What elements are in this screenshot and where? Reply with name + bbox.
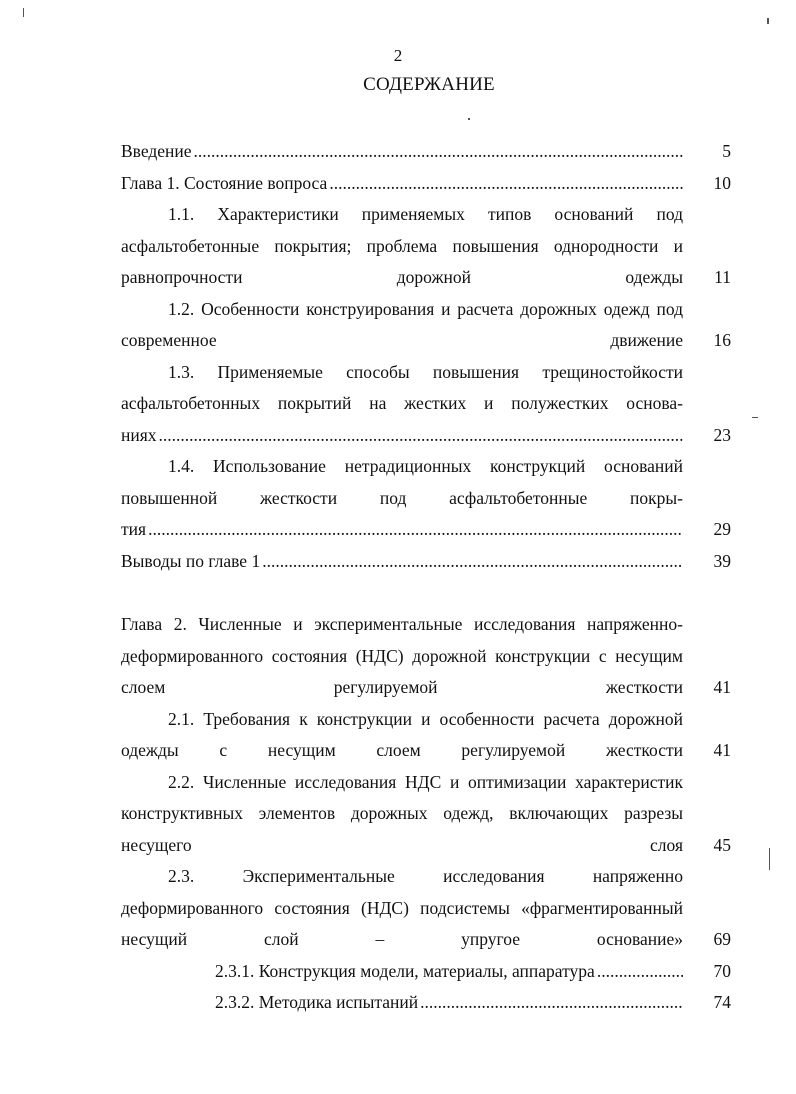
toc-page: 39 [713,550,731,571]
scan-speck [752,417,758,418]
dot-leader [420,987,683,1019]
toc-entry-2-3-1 [121,956,731,988]
scan-speck [767,18,769,24]
toc-page: 41 [713,677,731,697]
toc-page: 74 [713,992,731,1012]
toc-page: 45 [713,834,731,855]
toc-page: 23 [713,424,731,445]
toc-page: 41 [713,740,731,760]
toc-title: 2.1. Требования к конструкции и особенности расчета дорожной одежды с несущим слоем регулируемой жесткости [121,708,683,760]
toc-page: 70 [713,960,731,981]
toc-title: 1.4. Использование нетрадиционных конструкций оснований повышенной жесткости под асфальтобетонные покры- [121,456,683,508]
section-gap [121,577,731,609]
toc-page: 5 [722,141,731,161]
toc-title-end: ниях [121,424,157,445]
toc-page: 16 [713,330,731,350]
dot-leader [329,168,683,200]
toc-entry-2-2 [121,767,731,862]
dot-leader [194,136,683,168]
toc-title: Введение [121,141,192,161]
toc-title: 2.2. Численные исследования НДС и оптимизации характеристик конструктивных элементов дорожных одежд, включающих разрезы несущего слоя [121,771,683,855]
toc-title: Глава 1. Состояние вопроса [121,172,328,193]
toc-entry-conclusions-1 [121,546,731,578]
toc-title: Выводы по главе 1 [121,550,261,571]
toc-page: 11 [714,267,731,287]
toc-title: 1.1. Характеристики применяемых типов оснований под асфальтобетонные покрытия; проблема повышения однородности и равнопрочности дорожной одежды [121,204,683,287]
toc-entry-2-1 [121,704,731,767]
toc-heading: СОДЕРЖАНИЕ [363,74,495,95]
scan-speck [769,848,770,870]
toc-page: 10 [713,172,731,193]
toc-entry-intro [121,136,731,168]
toc-entry-chapter-1 [121,168,731,200]
scan-speck [468,118,470,120]
toc-entry-1-3 [121,357,731,452]
dot-leader [597,956,683,988]
toc-title: 2.3.2. Методика испытаний [215,992,419,1012]
toc-entry-1-4 [121,451,731,546]
toc-page: 69 [713,929,731,949]
toc-title-end: тия [121,519,147,539]
table-of-contents [121,136,731,1019]
toc-title: 2.3. Экспериментальные исследования напряженно деформированного состояния (НДС) подсистемы «фрагментированный несущий слой – упругое основание» [121,866,683,949]
toc-entry-1-1 [121,199,731,294]
toc-entry-1-2 [121,294,731,357]
toc-page: 29 [713,519,731,539]
toc-entry-2-3-2 [121,987,731,1019]
dot-leader [148,514,683,546]
toc-title: 1.2. Особенности конструирования и расчета дорожных одежд под современное движение [121,298,683,350]
toc-entry-2-3 [121,861,731,956]
dot-leader [262,546,683,578]
toc-title: Глава 2. Численные и экспериментальные исследования напряженно-деформированного состояния (НДС) дорожной конструкции с несущим слоем регулируемой жесткости [121,614,683,697]
toc-title: 2.3.1. Конструкция модели, материалы, аппаратура [215,960,595,981]
scan-speck [23,8,24,17]
page-number: 2 [393,46,403,65]
dot-leader [159,420,683,452]
toc-title: 1.3. Применяемые способы повышения трещиностойкости асфальтобетонных покрытий на жестких и полужестких основа- [121,361,683,413]
toc-entry-chapter-2 [121,609,731,704]
